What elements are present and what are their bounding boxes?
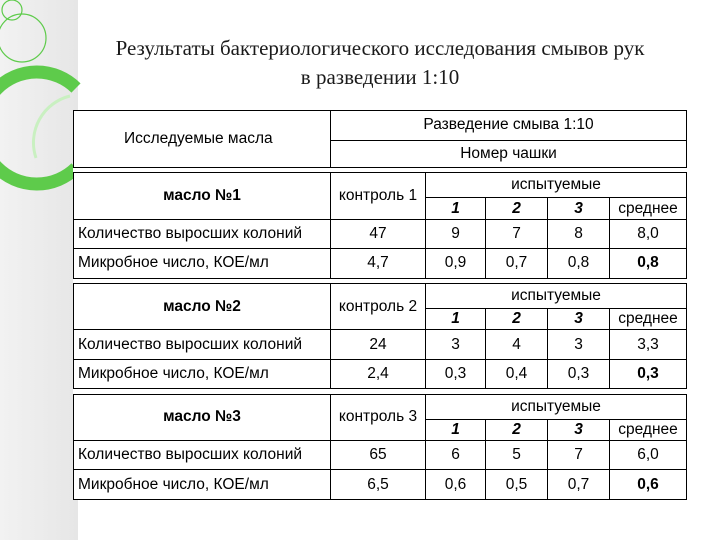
- cell-value: 0,5: [486, 470, 548, 500]
- results-table: [73, 110, 687, 500]
- oil-row: [74, 283, 687, 308]
- cell-value: 9: [426, 219, 486, 249]
- colonies-row: [74, 330, 687, 360]
- oil-name: масло №1: [74, 173, 331, 219]
- oil-row: [74, 394, 687, 419]
- cup-number: 2: [486, 309, 548, 330]
- cell-value: 5: [486, 440, 548, 470]
- cell-value: 0,7: [486, 249, 548, 279]
- cell-value: 3,3: [610, 330, 687, 360]
- cell-value: 7: [548, 440, 610, 470]
- cell-value: 24: [331, 330, 426, 360]
- cell-value: 7: [486, 219, 548, 249]
- cup-number: 1: [426, 309, 486, 330]
- colonies-row: [74, 440, 687, 470]
- cup-number: 3: [548, 419, 610, 440]
- oil-block-3: [74, 389, 687, 500]
- cup-number: 1: [426, 419, 486, 440]
- cell-value: 0,8: [548, 249, 610, 279]
- colonies-label: Количество выросших колоний: [74, 330, 331, 360]
- control-label: контроль 2: [331, 283, 426, 329]
- control-label: контроль 3: [331, 394, 426, 440]
- decor-arc-highlight: [33, 96, 70, 158]
- title-line-1: Результаты бактериологического исследования смывов рук: [115, 36, 645, 60]
- cell-value: 65: [331, 440, 426, 470]
- average-label: среднее: [610, 309, 687, 330]
- colonies-label: Количество выросших колоний: [74, 440, 331, 470]
- average-label: среднее: [610, 198, 687, 219]
- cell-value: 6: [426, 440, 486, 470]
- colonies-label: Количество выросших колоний: [74, 219, 331, 249]
- cell-value-average: 0,3: [610, 359, 687, 389]
- cup-number: 2: [486, 198, 548, 219]
- cell-value: 0,3: [548, 359, 610, 389]
- microbial-row: [74, 470, 687, 500]
- cell-value: 8: [548, 219, 610, 249]
- oil-name: масло №3: [74, 394, 331, 440]
- tested-label: испытуемые: [426, 283, 687, 308]
- microbial-row: [74, 249, 687, 279]
- decor-circle-small: [2, 0, 22, 20]
- cell-value: 3: [426, 330, 486, 360]
- oil-name: масло №2: [74, 283, 331, 329]
- cell-value: 6,5: [331, 470, 426, 500]
- cell-value: 0,6: [426, 470, 486, 500]
- slide-title: [40, 34, 720, 92]
- microbial-label: Микробное число, КОЕ/мл: [74, 359, 331, 389]
- tested-label: испытуемые: [426, 173, 687, 198]
- cup-number: 3: [548, 198, 610, 219]
- microbial-label: Микробное число, КОЕ/мл: [74, 249, 331, 279]
- colonies-row: [74, 219, 687, 249]
- microbial-label: Микробное число, КОЕ/мл: [74, 470, 331, 500]
- microbial-row: [74, 359, 687, 389]
- cell-value: 2,4: [331, 359, 426, 389]
- cell-value: 6,0: [610, 440, 687, 470]
- average-label: среднее: [610, 419, 687, 440]
- title-line-2: в разведении 1:10: [300, 65, 460, 89]
- oils-column-header: Исследуемые масла: [74, 111, 331, 168]
- control-label: контроль 1: [331, 173, 426, 219]
- oil-block-2: [74, 278, 687, 389]
- cell-value-average: 0,8: [610, 249, 687, 279]
- oil-block-1: [74, 167, 687, 278]
- cell-value: 0,7: [548, 470, 610, 500]
- tested-label: испытуемые: [426, 394, 687, 419]
- oil-row: [74, 173, 687, 198]
- cup-number: 1: [426, 198, 486, 219]
- header-row-dilution: [74, 111, 687, 141]
- dilution-header: Разведение смыва 1:10: [331, 111, 687, 141]
- cell-value-average: 0,6: [610, 470, 687, 500]
- cell-value: 47: [331, 219, 426, 249]
- cell-value: 0,4: [486, 359, 548, 389]
- cell-value: 4: [486, 330, 548, 360]
- cell-value: 8,0: [610, 219, 687, 249]
- cell-value: 0,9: [426, 249, 486, 279]
- cup-number: 2: [486, 419, 548, 440]
- cell-value: 3: [548, 330, 610, 360]
- cup-number: 3: [548, 309, 610, 330]
- cup-number-header: Номер чашки: [331, 140, 687, 167]
- cell-value: 0,3: [426, 359, 486, 389]
- cell-value: 4,7: [331, 249, 426, 279]
